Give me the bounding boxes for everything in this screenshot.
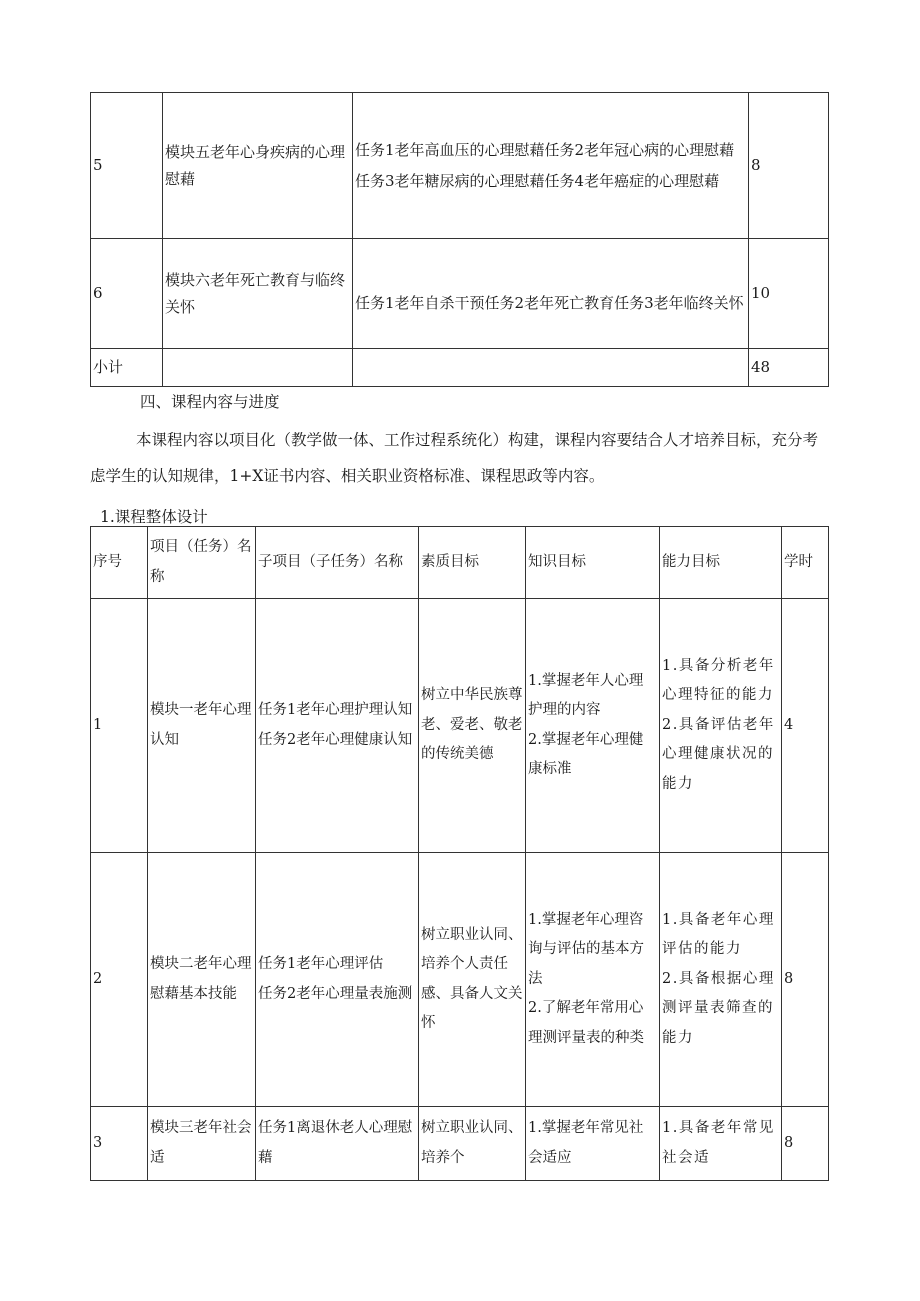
module-hours-table bbox=[90, 92, 829, 387]
row-hours: 4 bbox=[782, 599, 829, 853]
ability-goal: 1.具备老年常见社会适 bbox=[660, 1107, 782, 1181]
sub-task: 任务1老年心理护理认知 bbox=[258, 702, 413, 718]
knowledge-goal: 2.掌握老年心理健康标准 bbox=[528, 731, 644, 777]
knowledge-goals bbox=[526, 599, 660, 853]
project-name: 模块一老年心理认知 bbox=[148, 599, 256, 853]
module-name: 模块五老年心身疾病的心理慰藉 bbox=[163, 93, 353, 239]
sub-task: 任务1老年心理评估 bbox=[258, 956, 384, 972]
module-name bbox=[163, 349, 353, 387]
sub-tasks bbox=[256, 599, 419, 853]
table-row bbox=[91, 599, 829, 853]
subtotal-label: 小计 bbox=[91, 349, 163, 387]
section-heading: 四、课程内容与进度 bbox=[140, 393, 280, 411]
sub-tasks bbox=[256, 853, 419, 1107]
header-quality: 素质目标 bbox=[419, 527, 526, 599]
row-number: 2 bbox=[91, 853, 148, 1107]
row-number: 3 bbox=[91, 1107, 148, 1181]
quality-goal: 树立职业认同、培养个 bbox=[419, 1107, 526, 1181]
knowledge-goal: 1.掌握老年常见社会适应 bbox=[526, 1107, 660, 1181]
project-name: 模块二老年心理慰藉基本技能 bbox=[148, 853, 256, 1107]
knowledge-goal: 1.掌握老年人心理护理的内容 bbox=[528, 672, 644, 718]
module-tasks: 任务1老年高血压的心理慰藉任务2老年冠心病的心理慰藉任务3老年糖尿病的心理慰藉任务4老年癌症的心理慰藉 bbox=[353, 93, 749, 239]
header-sub: 子项目（子任务）名称 bbox=[256, 527, 419, 599]
sub-task: 任务2老年心理健康认知 bbox=[258, 731, 413, 748]
table-row bbox=[91, 239, 829, 349]
ability-goal: 1.具备分析老年心理特征的能力 bbox=[662, 657, 775, 704]
header-hours: 学时 bbox=[782, 527, 829, 599]
section-paragraph: 本课程内容以项目化（教学做一体、工作过程系统化）构建，课程内容要结合人才培养目标，充分考虑学生的认知规律，1+X证书内容、相关职业资格标准、课程思政等内容。 bbox=[90, 431, 819, 485]
table-row bbox=[91, 1107, 829, 1181]
header-knowledge: 知识目标 bbox=[526, 527, 660, 599]
ability-goals bbox=[660, 599, 782, 853]
module-tasks: 任务1老年自杀干预任务2老年死亡教育任务3老年临终关怀 bbox=[353, 239, 749, 349]
sub-task: 任务2老年心理量表施测 bbox=[258, 985, 413, 1002]
quality-goal: 树立职业认同、培养个人责任感、具备人文关怀 bbox=[419, 853, 526, 1107]
subsection-heading: 1.课程整体设计 bbox=[100, 508, 208, 526]
quality-goal: 树立中华民族尊老、爱老、敬老的传统美德 bbox=[419, 599, 526, 853]
subtotal-hours: 48 bbox=[749, 349, 829, 387]
course-design-table bbox=[90, 526, 829, 1181]
header-ability: 能力目标 bbox=[660, 527, 782, 599]
table-row bbox=[91, 349, 829, 387]
row-number: 5 bbox=[91, 93, 163, 239]
module-tasks bbox=[353, 349, 749, 387]
knowledge-goals bbox=[526, 853, 660, 1107]
ability-goal: 2.具备评估老年心理健康状况的能力 bbox=[662, 716, 775, 792]
row-hours: 8 bbox=[782, 1107, 829, 1181]
module-hours: 8 bbox=[749, 93, 829, 239]
table-row bbox=[91, 93, 829, 239]
module-name: 模块六老年死亡教育与临终关怀 bbox=[163, 239, 353, 349]
knowledge-goal: 1.掌握老年心理咨询与评估的基本方法 bbox=[528, 911, 644, 987]
ability-goals bbox=[660, 853, 782, 1107]
header-no: 序号 bbox=[91, 527, 148, 599]
sub-task: 任务1离退休老人心理慰藉 bbox=[256, 1107, 419, 1181]
row-number: 6 bbox=[91, 239, 163, 349]
ability-goal: 2.具备根据心理测评量表筛查的能力 bbox=[662, 970, 775, 1046]
ability-goal: 1.具备老年心理评估的能力 bbox=[662, 911, 775, 958]
header-project: 项目（任务）名称 bbox=[148, 527, 256, 599]
row-number: 1 bbox=[91, 599, 148, 853]
table-header-row bbox=[91, 527, 829, 599]
table-row bbox=[91, 853, 829, 1107]
knowledge-goal: 2.了解老年常用心理测评量表的种类 bbox=[528, 1000, 644, 1046]
row-hours: 8 bbox=[782, 853, 829, 1107]
module-hours: 10 bbox=[749, 239, 829, 349]
project-name: 模块三老年社会适 bbox=[148, 1107, 256, 1181]
